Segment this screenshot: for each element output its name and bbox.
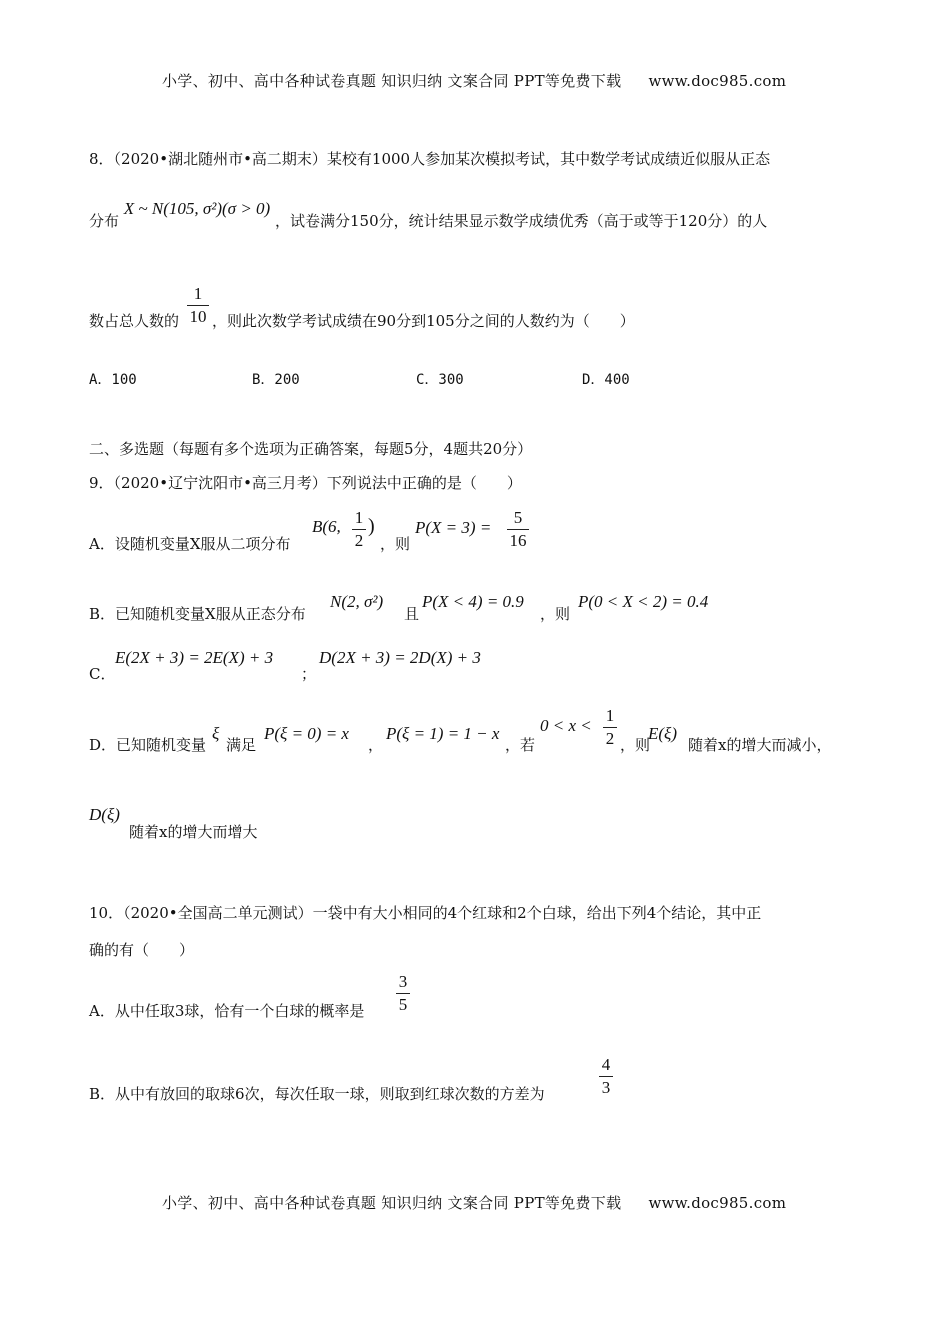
q8-fraction-den: 10 — [189, 307, 207, 326]
q9-d-xi: ξ — [212, 724, 220, 743]
q9-d-fraction: 1 2 — [603, 706, 617, 749]
q9-b-normal: N(2, σ²) — [330, 592, 384, 611]
q9-a-binomial: B(6, — [312, 517, 341, 536]
q8-line1: 8．（2020•湖北随州市•高二期末）某校有1000人参加某次模拟考试，其中数学考试成绩近似服从正态 — [89, 150, 771, 168]
q8-line3-pre: 数占总人数的 — [89, 312, 180, 330]
q9-b-and: 且 — [404, 605, 420, 623]
q10-a-fraction: 3 5 — [396, 972, 410, 1015]
q9-d-expectation: E(ξ) — [648, 724, 677, 743]
q9-d-post: 随着x的增大而减小， — [688, 736, 832, 754]
q9-a-close: ) — [368, 515, 375, 537]
q9-d-then: ，则 — [620, 736, 651, 754]
q8-fraction-num: 1 — [193, 284, 203, 303]
q9-c-sep: ； — [301, 665, 317, 683]
q10-b-text: B．从中有放回的取球6次，每次任取一球，则取到红球次数的方差为 — [89, 1085, 545, 1103]
q9-d-prob0: P(ξ = 0) = x — [264, 724, 349, 743]
page-header — [162, 70, 786, 91]
q9-b-then: ，则 — [540, 605, 571, 623]
q8-option-d: D．400 — [582, 372, 630, 388]
footer-url[interactable]: www.doc985.com — [648, 1194, 787, 1212]
q9-d-pre: D．已知随机变量 — [89, 736, 207, 754]
q10-b-fraction: 4 3 — [599, 1055, 613, 1098]
q9-d-comma: ， — [368, 736, 384, 754]
q9-b-prob1: P(X < 4) = 0.9 — [422, 592, 524, 611]
page-footer — [162, 1192, 786, 1213]
q8-option-c: C．300 — [416, 372, 464, 388]
section-title: 二、多选题（每题有多个选项为正确答案，每题5分，4题共20分） — [89, 440, 533, 458]
q8-line3-post: ，则此次数学考试成绩在90分到105分之间的人数约为（ ） — [212, 312, 635, 330]
q9-a-fraction-1: 1 2 — [352, 508, 366, 551]
q8-distribution-formula: X ~ N(105, σ²)(σ > 0) — [123, 199, 271, 218]
q9-a-pre: A．设随机变量X服从二项分布 — [89, 535, 291, 553]
q10-a-text: A．从中任取3球，恰有一个白球的概率是 — [89, 1002, 365, 1020]
q9-d-variance-post: 随着x的增大而增大 — [129, 823, 258, 841]
q8-line2 — [89, 199, 768, 231]
q9-a-probability: P(X = 3) = — [415, 518, 492, 537]
q10-line2: 确的有（ ） — [89, 941, 195, 959]
q9-c-formula-1: E(2X + 3) = 2E(X) + 3 — [115, 648, 274, 667]
q8-option-a: A．100 — [89, 372, 137, 388]
q9-d-variance: D(ξ) — [89, 805, 120, 824]
q8-l2-post: ，试卷满分150分，统计结果显示数学成绩优秀（高于或等于120分）的人 — [274, 212, 768, 230]
q9-d-prob1: P(ξ = 1) = 1 − x — [386, 724, 500, 743]
q8-l2-pre: 分布 — [89, 212, 120, 230]
q8-option-b: B．200 — [252, 372, 300, 388]
q9-c-label: C． — [89, 665, 116, 683]
q10-line1: 10．（2020•全国高二单元测试）一袋中有大小相同的4个红球和2个白球，给出下列4个结论，其中正 — [89, 904, 762, 922]
q9-a-fraction-2: 5 16 — [507, 508, 529, 551]
q9-d-range: 0 < x < — [540, 716, 592, 735]
q9-c-formula-2: D(2X + 3) = 2D(X) + 3 — [319, 648, 481, 667]
q8-fraction — [187, 284, 209, 327]
q9-d-if: ，若 — [505, 736, 536, 754]
q9-b-pre: B．已知随机变量X服从正态分布 — [89, 605, 306, 623]
footer-text: 小学、初中、高中各种试卷真题 知识归纳 文案合同 PPT等免费下载 — [162, 1194, 622, 1212]
q9-a-mid: ，则 — [380, 535, 411, 553]
header-url[interactable]: www.doc985.com — [648, 72, 787, 90]
header-text: 小学、初中、高中各种试卷真题 知识归纳 文案合同 PPT等免费下载 — [162, 72, 622, 90]
q9-d-satisfies: 满足 — [226, 736, 257, 754]
q9-stem: 9．（2020•辽宁沈阳市•高三月考）下列说法中正确的是（ ） — [89, 474, 522, 492]
q9-b-prob2: P(0 < X < 2) = 0.4 — [578, 592, 709, 611]
